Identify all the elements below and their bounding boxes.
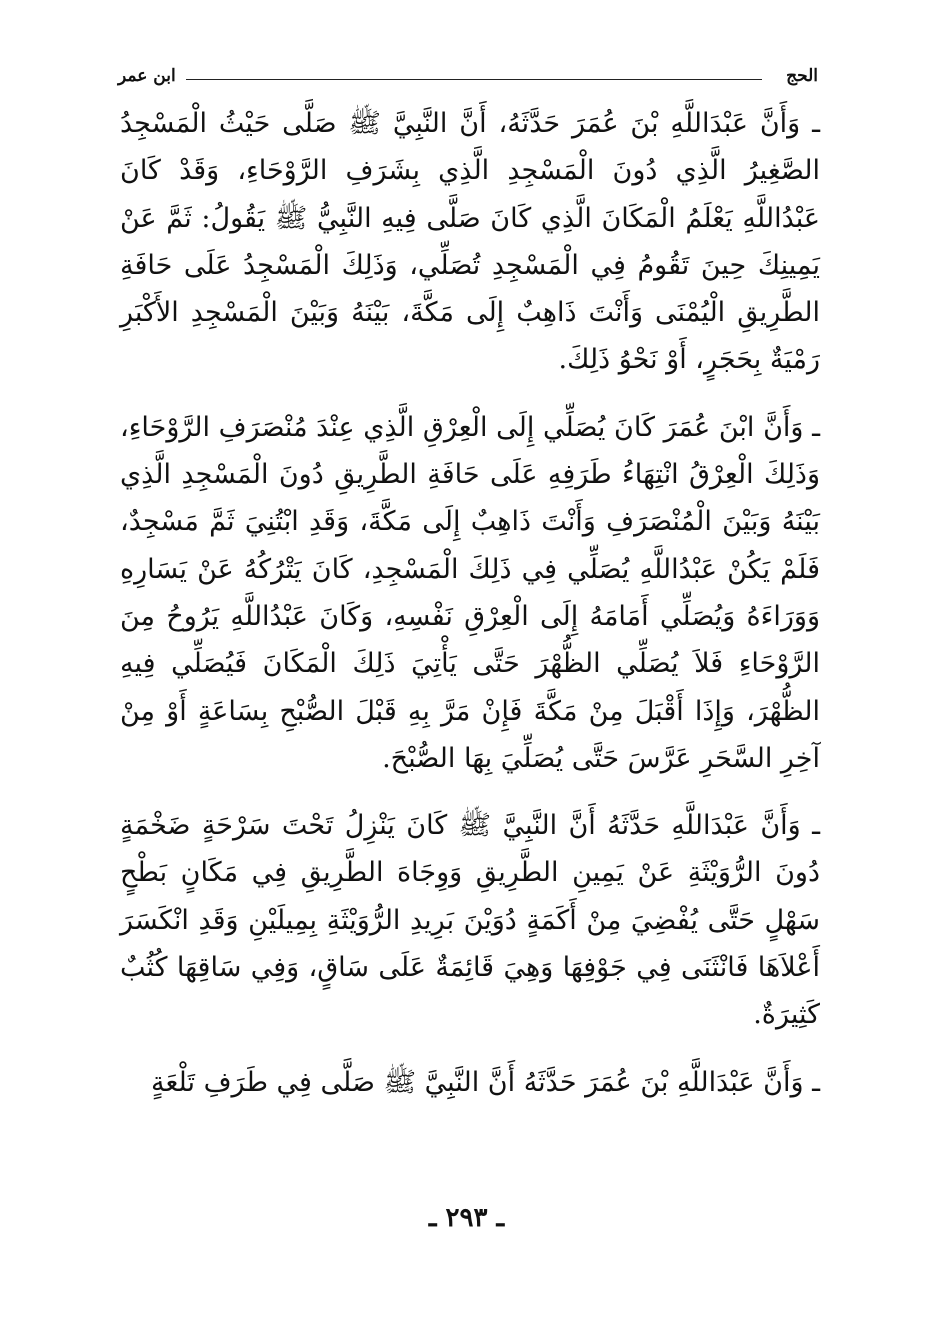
chapter-title: الحج — [786, 66, 818, 86]
hadith-paragraph-3: ـ وَأَنَّ عَبْدَاللَّهِ حَدَّثَهُ أَنَّ النَّبِيَّ ﷺ كَانَ يَنْزِلُ تَحْتَ سَرْحَةٍ ضَخْمَةٍ دُونَ الرُّوَيْثَةِ عَنْ يَمِينِ الطَّرِيقِ وَوِجَاهَ الطَّرِيقِ فِي مَكَانٍ بَطْحٍ سَهْلٍ حَتَّى يُفْضِيَ مِنْ أَكَمَةٍ دُوَيْنَ بَرِيدِ الرُّوَيْثَةِ بِمِيلَيْنِ وَقَدِ انْكَسَرَ أَعْلاَهَا فَانْثَنَى فِي جَوْفِهَا وَهِيَ قَائِمَةٌ عَلَى سَاقٍ، وَفِي سَاقِهَا كُثُبٌ كَثِيرَةٌ. — [120, 810, 820, 1031]
main-text — [120, 100, 820, 1126]
running-header — [118, 66, 818, 96]
hadith-paragraph-1: ـ وَأَنَّ عَبْدَاللَّهِ بْنَ عُمَرَ حَدَّثَهُ، أَنَّ النَّبِيَّ ﷺ صَلَّى حَيْثُ الْمَسْجِدُ الصَّغِيرُ الَّذِي دُونَ الْمَسْجِدِ الَّذِي بِشَرَفِ الرَّوْحَاءِ، وَقَدْ كَانَ عَبْدُاللَّهِ يَعْلَمُ الْمَكَانَ الَّذِي كَانَ صَلَّى فِيهِ النَّبِيُّ ﷺ يَقُولُ: ثَمَّ عَنْ يَمِينِكَ حِينَ تَقُومُ فِي الْمَسْجِدِ تُصَلِّي، وَذَلِكَ الْمَسْجِدُ عَلَى حَافَةِ الطَّرِيقِ الْيُمْنَى وَأَنْتَ ذَاهِبٌ إِلَى مَكَّةَ، بَيْنَهُ وَبَيْنَ الْمَسْجِدِ الأَكْبَرِ رَمْيَةٌ بِحَجَرٍ، أَوْ نَحْوُ ذَلِكَ. — [120, 108, 820, 376]
narrator-title: ابن عمر — [118, 66, 176, 86]
hadith-paragraph-4: ـ وَأَنَّ عَبْدَاللَّهِ بْنَ عُمَرَ حَدَّثَهُ أَنَّ النَّبِيَّ ﷺ صَلَّى فِي طَرَفِ تَلْعَةٍ — [151, 1066, 820, 1098]
hadith-paragraph-2: ـ وَأَنَّ ابْنَ عُمَرَ كَانَ يُصَلِّي إِلَى الْعِرْقِ الَّذِي عِنْدَ مُنْصَرَفِ الرَّوْحَاءِ، وَذَلِكَ الْعِرْقُ انْتِهَاءُ طَرَفِهِ عَلَى حَافَةِ الطَّرِيقِ دُونَ الْمَسْجِدِ الَّذِي بَيْنَهُ وَبَيْنَ الْمُنْصَرَفِ وَأَنْتَ ذَاهِبٌ إِلَى مَكَّةَ، وَقَدِ ابْتُنِيَ ثَمَّ مَسْجِدٌ، فَلَمْ يَكُنْ عَبْدُاللَّهِ يُصَلِّي فِي ذَلِكَ الْمَسْجِدِ، كَانَ يَتْرُكُهُ عَنْ يَسَارِهِ وَوَرَاءَهُ وَيُصَلِّي أَمَامَهُ إِلَى الْعِرْقِ نَفْسِهِ، وَكَانَ عَبْدُاللَّهِ يَرُوحُ مِنَ الرَّوْحَاءِ فَلاَ يُصَلِّي الظُّهْرَ حَتَّى يَأْتِيَ ذَلِكَ الْمَكَانَ فَيُصَلِّي فِيهِ الظُّهْرَ، وَإِذَا أَقْبَلَ مِنْ مَكَّةَ فَإِنْ مَرَّ بِهِ قَبْلَ الصُّبْحِ بِسَاعَةٍ أَوْ مِنْ آخِرِ السَّحَرِ عَرَّسَ حَتَّى يُصَلِّيَ بِهَا الصُّبْحَ. — [120, 411, 820, 774]
page-number: ـ ٢٩٣ ـ — [428, 1203, 505, 1233]
header-rule — [186, 79, 762, 80]
